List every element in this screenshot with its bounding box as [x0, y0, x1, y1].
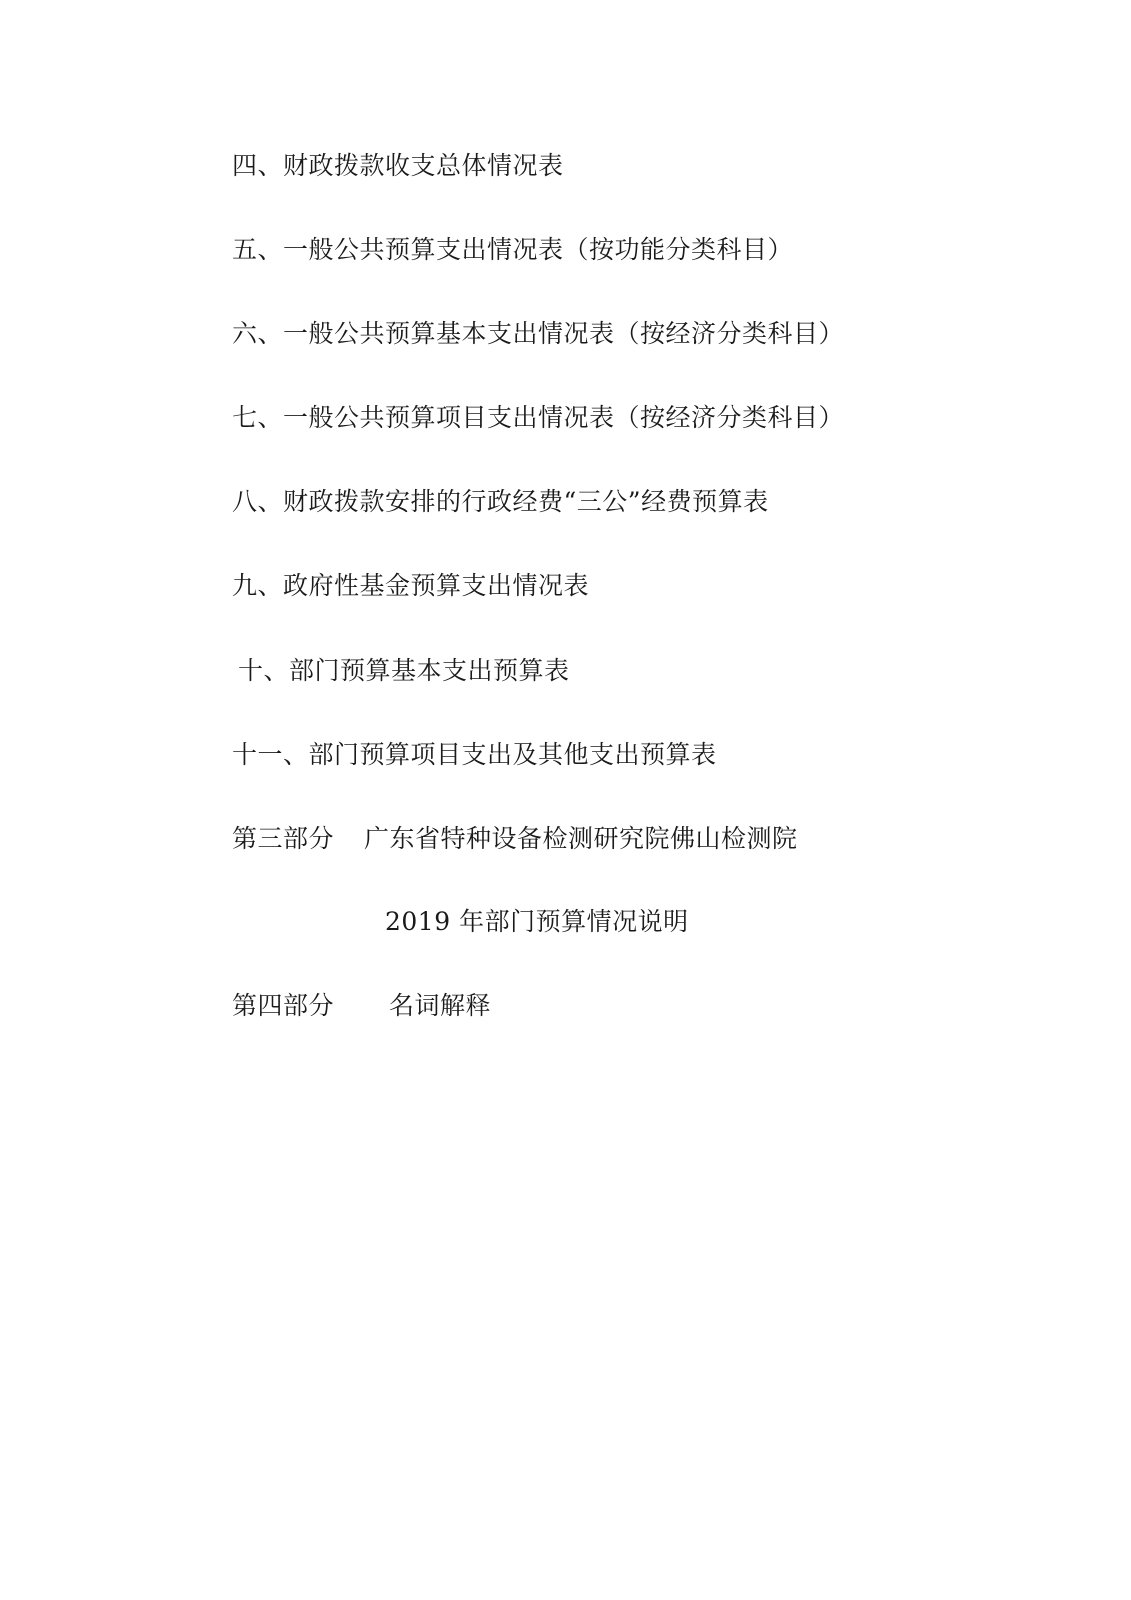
toc-item-6: 六、一般公共预算基本支出情况表（按经济分类科目）	[232, 319, 845, 348]
part3-label: 第三部分	[232, 824, 335, 853]
part4-label: 第四部分	[232, 991, 335, 1020]
part4-heading	[232, 990, 491, 1022]
toc-item-5: 五、一般公共预算支出情况表（按功能分类科目）	[232, 235, 794, 264]
toc-item-7: 七、一般公共预算项目支出情况表（按经济分类科目）	[232, 403, 845, 432]
part3-title-line2: 2019 年部门预算情况说明	[385, 907, 689, 936]
part3-heading	[232, 823, 798, 855]
toc-item-10: 十、部门预算基本支出预算表	[238, 656, 570, 685]
part3-title-line1: 广东省特种设备检测研究院佛山检测院	[364, 824, 798, 853]
part4-title: 名词解释	[389, 991, 492, 1020]
toc-item-8: 八、财政拨款安排的行政经费“三公”经费预算表	[232, 487, 769, 516]
toc-item-9: 九、政府性基金预算支出情况表	[232, 571, 590, 600]
toc-item-11: 十一、部门预算项目支出及其他支出预算表	[232, 740, 717, 769]
toc-item-4: 四、财政拨款收支总体情况表	[232, 151, 564, 180]
